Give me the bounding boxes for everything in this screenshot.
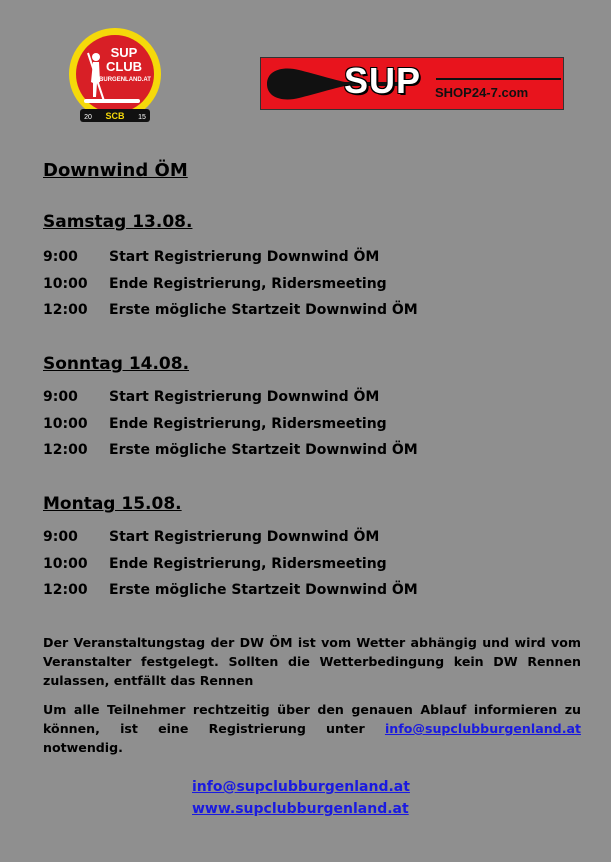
footer-links xyxy=(192,776,410,820)
page-title: Downwind ÖM xyxy=(43,160,188,181)
registration-notice xyxy=(43,700,581,757)
day-heading-monday: Montag 15.08. xyxy=(43,494,182,514)
club-logo-year-right: 15 xyxy=(138,114,146,121)
day-heading-saturday: Samstag 13.08. xyxy=(43,212,193,232)
schedule-text: Ende Registrierung, Ridersmeeting xyxy=(109,556,387,572)
schedule-time: 12:00 xyxy=(43,302,88,318)
footer-website-link[interactable]: www.supclubburgenland.at xyxy=(192,801,409,817)
shop-brand: SUP xyxy=(344,60,422,101)
club-logo-domain: BURGENLAND.AT xyxy=(99,77,151,83)
schedule-time: 12:00 xyxy=(43,442,88,458)
schedule-text: Erste mögliche Startzeit Downwind ÖM xyxy=(109,302,418,318)
schedule-text: Erste mögliche Startzeit Downwind ÖM xyxy=(109,442,418,458)
registration-email-link[interactable]: info@supclubburgenland.at xyxy=(384,721,581,736)
schedule-time: 12:00 xyxy=(43,582,88,598)
schedule-text: Start Registrierung Downwind ÖM xyxy=(109,249,380,265)
club-logo-sup: SUP xyxy=(110,45,138,60)
schedule-time: 9:00 xyxy=(43,529,78,545)
club-logo-club: CLUB xyxy=(105,59,143,74)
schedule-text: Ende Registrierung, Ridersmeeting xyxy=(109,416,387,432)
shop-divider xyxy=(436,78,561,80)
registration-text-after: notwendig. xyxy=(43,740,123,755)
schedule-text: Erste mögliche Startzeit Downwind ÖM xyxy=(109,582,418,598)
schedule-time: 9:00 xyxy=(43,249,78,265)
day-heading-sunday: Sonntag 14.08. xyxy=(43,354,190,374)
schedule-time: 10:00 xyxy=(43,276,88,292)
schedule-text: Ende Registrierung, Ridersmeeting xyxy=(109,276,387,292)
schedule-time: 9:00 xyxy=(43,389,78,405)
schedule-time: 10:00 xyxy=(43,416,88,432)
registration-text-before: Um alle Teilnehmer rechtzeitig über den genauen Ablauf informieren zu können, ist eine Registrierung unter xyxy=(43,702,581,736)
schedule-text: Start Registrierung Downwind ÖM xyxy=(109,389,380,405)
footer-email-link[interactable]: info@supclubburgenland.at xyxy=(192,779,410,795)
sup-shop-banner xyxy=(260,57,564,110)
shop-subtitle: SHOP24-7.com xyxy=(435,85,529,100)
schedule-text: Start Registrierung Downwind ÖM xyxy=(109,529,380,545)
schedule-time: 10:00 xyxy=(43,556,88,572)
club-logo-initials: SCB xyxy=(105,111,125,121)
sup-club-logo xyxy=(66,27,164,127)
weather-notice: Der Veranstaltungstag der DW ÖM ist vom Wetter abhängig und wird vom Veranstalter festgelegt. Sollten die Wetterbedingung kein DW Rennen zulassen, entfällt das Rennen xyxy=(43,635,581,688)
club-logo-year-left: 20 xyxy=(84,114,92,121)
